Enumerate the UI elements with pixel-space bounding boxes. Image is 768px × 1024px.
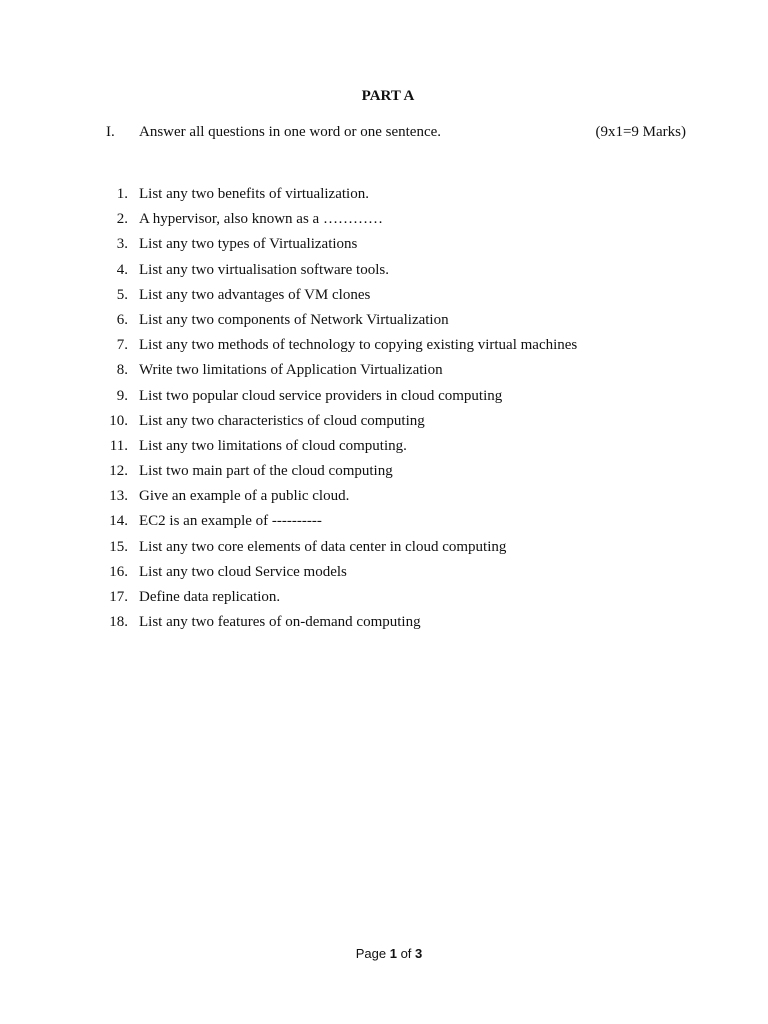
question-number: 2. [116, 211, 128, 228]
question-item [106, 259, 389, 284]
question-text: List any two advantages of VM clones [139, 286, 371, 303]
question-number: 12. [109, 463, 128, 480]
question-text: List any two limitations of cloud computing. [139, 437, 407, 454]
question-number: 5. [116, 286, 128, 303]
question-number: 14. [109, 513, 128, 530]
question-text: List any two components of Network Virtualization [139, 311, 449, 328]
question-item [106, 536, 507, 561]
question-list [106, 183, 578, 636]
section-header [106, 124, 686, 144]
total-pages-number: 3 [415, 946, 423, 961]
question-text: List any two methods of technology to copying existing virtual machines [139, 337, 578, 354]
question-item [106, 334, 578, 359]
question-text: Define data replication. [139, 589, 281, 605]
question-number: 18. [109, 614, 128, 631]
question-text: List two main part of the cloud computing [139, 463, 393, 480]
question-number: 7. [116, 337, 128, 354]
question-item [106, 359, 443, 384]
question-number: 17. [109, 589, 128, 605]
question-item [106, 284, 371, 309]
question-item [106, 510, 322, 535]
question-number: 6. [116, 311, 128, 328]
of-label: of [400, 946, 412, 961]
page-label: Page [355, 946, 387, 961]
question-item [106, 233, 358, 258]
question-text: EC2 is an example of ---------- [139, 513, 322, 530]
question-number: 13. [109, 488, 128, 505]
section-marks: (9x1=9 Marks) [595, 124, 686, 140]
question-number: 16. [109, 563, 128, 580]
question-item [106, 208, 383, 233]
question-item [106, 586, 281, 611]
question-number: 15. [109, 538, 128, 555]
question-item [106, 435, 407, 460]
question-text: A hypervisor, also known as a ………… [139, 211, 383, 228]
question-item [106, 183, 369, 208]
question-item [106, 485, 350, 510]
question-item [106, 309, 449, 334]
section-number: I. [106, 124, 115, 140]
question-number: 11. [109, 437, 128, 454]
question-number: 10. [109, 412, 128, 429]
question-number: 1. [116, 186, 128, 202]
page-footer [0, 946, 768, 961]
question-item [106, 561, 347, 586]
question-text: List any two features of on-demand computing [139, 614, 421, 631]
question-number: 9. [116, 387, 128, 404]
question-number: 4. [116, 261, 128, 278]
question-number: 8. [116, 362, 128, 379]
question-text: List any two characteristics of cloud computing [139, 412, 425, 429]
section-instruction: Answer all questions in one word or one sentence. [139, 124, 442, 140]
question-item [106, 460, 393, 485]
current-page-number: 1 [389, 946, 397, 961]
question-text: List any two cloud Service models [139, 563, 347, 580]
question-text: Give an example of a public cloud. [139, 488, 350, 505]
question-text: List any two benefits of virtualization. [139, 186, 369, 202]
question-number: 3. [116, 236, 128, 253]
question-text: List any two types of Virtualizations [139, 236, 358, 253]
question-item [106, 410, 425, 435]
question-text: Write two limitations of Application Virtualization [139, 362, 443, 379]
question-text: List any two core elements of data center in cloud computing [139, 538, 507, 555]
question-text: List two popular cloud service providers in cloud computing [139, 387, 503, 404]
question-text: List any two virtualisation software tools. [139, 261, 389, 278]
part-title: PART A [361, 88, 415, 104]
question-item [106, 385, 503, 410]
question-item [106, 611, 421, 636]
